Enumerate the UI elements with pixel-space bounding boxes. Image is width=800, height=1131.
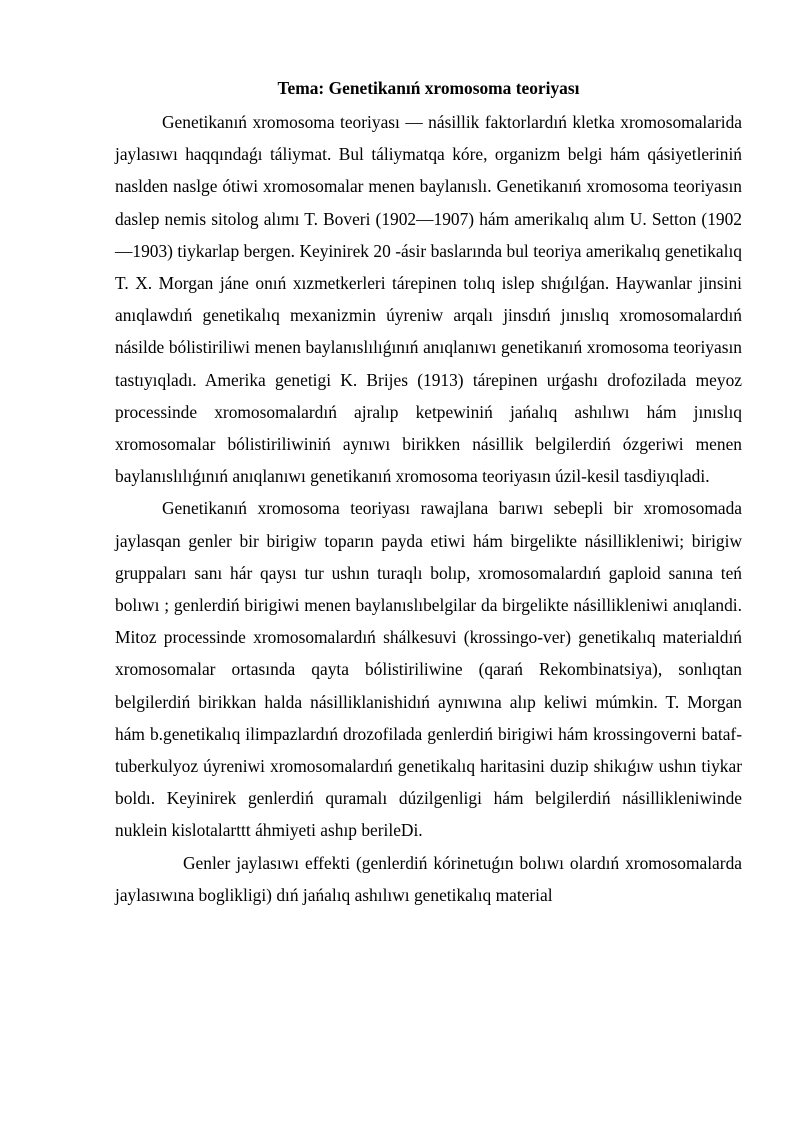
paragraph-3: Genler jaylasıwı effekti (genlerdiń kórinetuǵın bolıwı olardıń xromosomalarda jaylasıwına boglikligi) dıń jańalıq ashılıwı genetikalıq material: [115, 852, 742, 905]
paragraph-2: Genetikanıń xromosoma teoriyası rawajlana barıwı sebepli bir xromosomada jaylasqan genler bir birigiw toparın payda etiwi hám birgelikte násillikleniwi; birigiw gruppaları sanı hár qaysı tur ushın turaqlı bolıp, xromosomalardıń gaploid sanına teń bolıwı ; genlerdiń birigiwi menen baylanıslıbelgilar da birgelikte násillikleniwi anıqlandi. Mitoz processinde xromosomalardıń shálkesuvi (krossingo-ver) genetikalıq materialdıń xromosomalar ortasında qayta bólistiriliwine (qarań Rekombinatsiya), sonlıqtan belgilerdiń birikkan halda násilliklanishidıń aynıwına alıp keliwi múmkin. T. Morgan hám b.genetikalıq ilimpazlardıń drozofilada genlerdiń birigiwi hám krossingoverni bataf-tuberkulyoz úyreniwi xromosomalardıń genetikalıq haritasini duzip shikıǵıw ushın tiykar boldı. Keyinirek genlerdiń quramalı dúzilgenligi hám belgilerdiń násillikleniwinde nuklein kislotalarttt áhmiyeti ashıp berileDi.: [115, 498, 742, 841]
paragraph-1: Genetikanıń xromosoma teoriyası — násillik faktorlardıń kletka xromosomalarida jaylasıwı haqqındaǵı táliymat. Bul táliymatqa kóre, organizm belgi hám qásiyetleriniń naslden naslge ótiwi xromosomalar menen baylanıslı. Genetikanıń xromosoma teoriyasın daslep nemis sitolog alımı T. Boveri (1902—1907) hám amerikalıq alım U. Setton (1902—1903) tiykarlap bergen. Keyinirek 20 -ásir baslarında bul teoriya amerikalıq genetikalıq T. X. Morgan jáne onıń xızmetkerleri tárepinen tolıq islep shıǵılǵan. Haywanlar jinsini anıqlawdıń genetikalıq mexanizmin úyreniw arqalı jinsdıń jınıslıq xromosomalardıń násilde bólistiriliwi menen baylanıslılıǵınıń anıqlanıwı genetikanıń xromosoma teoriyasın tastıyıqladı. Amerika genetigi K. Brijes (1913) tárepinen urǵashı drofozilada meyoz processinde xromosomalardıń ajralıp ketpewiniń jańalıq ashılıwı hám jınıslıq xromosomalar bólistiriliwiniń aynıwı birikken násillik belgilerdiń ózgeriwi menen baylanıslılıǵınıń anıqlanıwı genetikanıń xromosoma teoriyasın úzil-kesil tasdiyıqladi.: [115, 112, 742, 487]
document-title: Tema: Genetikanıń xromosoma teoriyası: [277, 78, 580, 98]
document-body: [115, 70, 742, 911]
